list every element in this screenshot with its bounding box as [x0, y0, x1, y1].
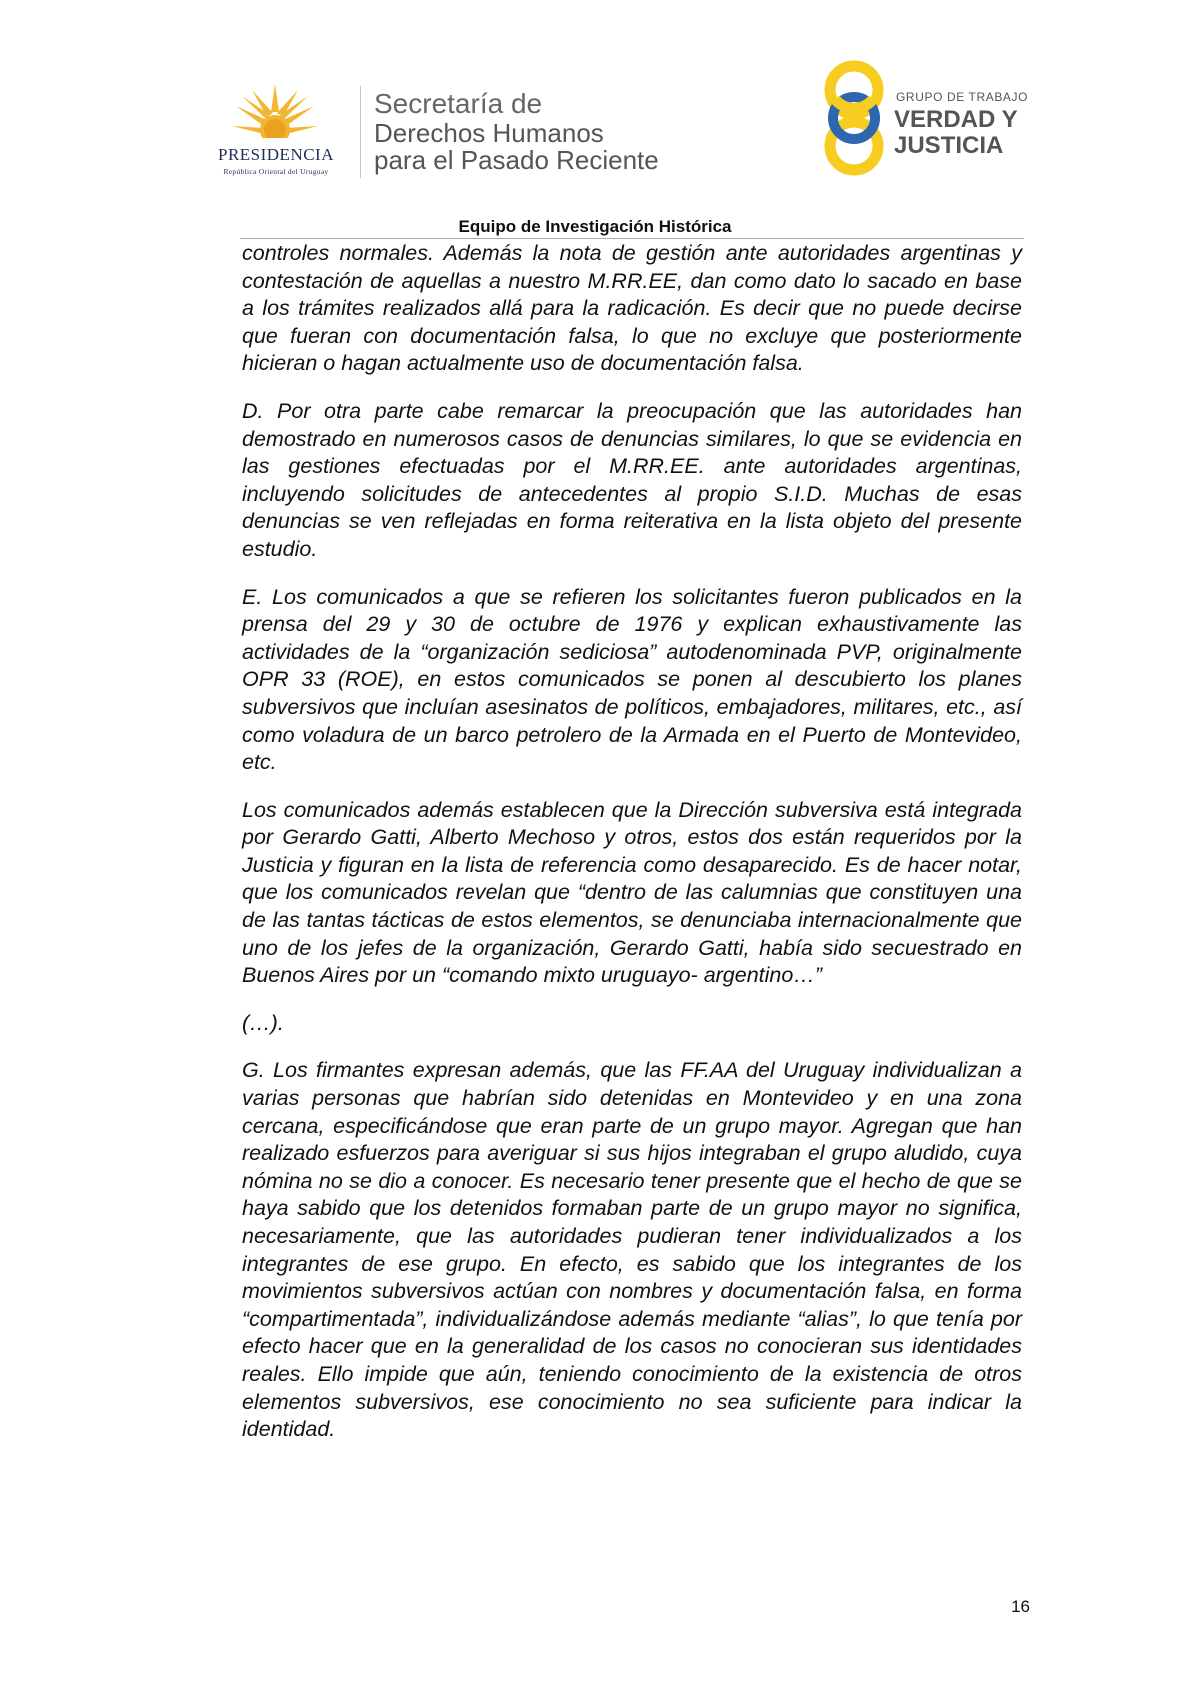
- presidencia-name: PRESIDENCIA: [217, 145, 334, 164]
- paragraph: (…).: [242, 1010, 284, 1035]
- presidencia-logo: [196, 82, 356, 182]
- secretaria-line-3: para el Pasado Reciente: [374, 145, 659, 175]
- paragraph: controles normales. Además la nota de gestión ante autoridades argentinas y contestación de aquellas a nuestro M.RR.EE, dan como dato lo sacado en base a los trámites realizados allá para la radicación. Es decir que no puede decirse que fueran con documentación falsa, lo que no excluye que posteriormente hicieran o hagan actualmente uso de documentación falsa.: [242, 241, 1022, 376]
- document-body: [242, 240, 1022, 1464]
- secretaria-logo-text: [374, 90, 659, 173]
- sun-emblem-icon: [230, 82, 320, 144]
- verdad-y-label: VERDAD Y: [894, 106, 1018, 133]
- grupo-trabajo-logo: [818, 56, 1038, 180]
- paragraph: G. Los firmantes expresan además, que las FF.AA del Uruguay individualizan a varias personas que habrían sido detenidas en Montevideo y en una zona cercana, especificándose que eran parte de un grupo mayor. Agregan que han realizado esfuerzos para averiguar si sus hijos integraban el grupo aludido, cuya nómina no se dio a conocer. Es necesario tener presente que el hecho de que se haya sabido que los detenidos formaban parte de un grupo mayor no significa, necesariamente, que las autoridades pudieran tener individualizados a los integrantes de ese grupo. En efecto, es sabido que los integrantes de los movimientos subversivos actúan con nombres y documentación falsa, en forma “compartimentada”, individualizándose además mediante “alias”, lo que tenía por efecto hacer que en la generalidad de los casos no conocieran sus identidades reales. Ello impide que aún, teniendo conocimiento de la existencia de otros elementos subversivos, ese conocimiento no sea suficiente para indicar la identidad.: [242, 1058, 1022, 1442]
- interlocked-rings-icon: [818, 56, 894, 180]
- presidencia-subtitle: República Oriental del Uruguay: [223, 167, 329, 176]
- header-rule: [240, 238, 1024, 239]
- paragraph: D. Por otra parte cabe remarcar la preocupación que las autoridades han demostrado en numerosos casos de denuncias similares, lo que se evidencia en las gestiones efectuadas por el M.RR.EE. ante autoridades argentinas, incluyendo solicitudes de antecedentes al propio S.I.D. Muchas de esas denuncias se ven reflejadas en forma reiterativa en la lista objeto del presente estudio.: [242, 398, 1022, 561]
- secretaria-line-1: Secretaría de: [374, 88, 543, 119]
- logo-divider: [360, 86, 361, 178]
- page-header: [0, 0, 1190, 236]
- paragraph: E. Los comunicados a que se refieren los solicitantes fueron publicados en la prensa del 29 y 30 de octubre de 1976 y explican exhaustivamente las actividades de la “organización sediciosa” autodenominada PVP, originalmente OPR 33 (ROE), en estos comunicados se ponen al descubierto los planes subversivos que incluían asesinatos de políticos, embajadores, militares, etc., así como voladura de un barco petrolero de la Armada en el Puerto de Montevideo, etc.: [242, 584, 1022, 775]
- secretaria-line-2: Derechos Humanos: [374, 118, 604, 148]
- unit-title: Equipo de Investigación Histórica: [458, 217, 732, 236]
- paragraph: Los comunicados además establecen que la Dirección subversiva está integrada por Gerardo Gatti, Alberto Mechoso y otros, estos dos están requeridos por la Justicia y figuran en la lista de referencia como desaparecido. Es de hacer notar, que los comunicados revelan que “dentro de las calumnias que constituyen una de las tantas tácticas de estos elementos, se denunciaba internacionalmente que uno de los jefes de la organización, Gerardo Gatti, había sido secuestrado en Buenos Aires por un “comando mixto uruguayo- argentino…”: [242, 797, 1022, 988]
- grupo-trabajo-label: GRUPO DE TRABAJO: [896, 90, 1029, 104]
- page-number: 16: [1011, 1597, 1030, 1616]
- justicia-label: JUSTICIA: [894, 132, 1004, 159]
